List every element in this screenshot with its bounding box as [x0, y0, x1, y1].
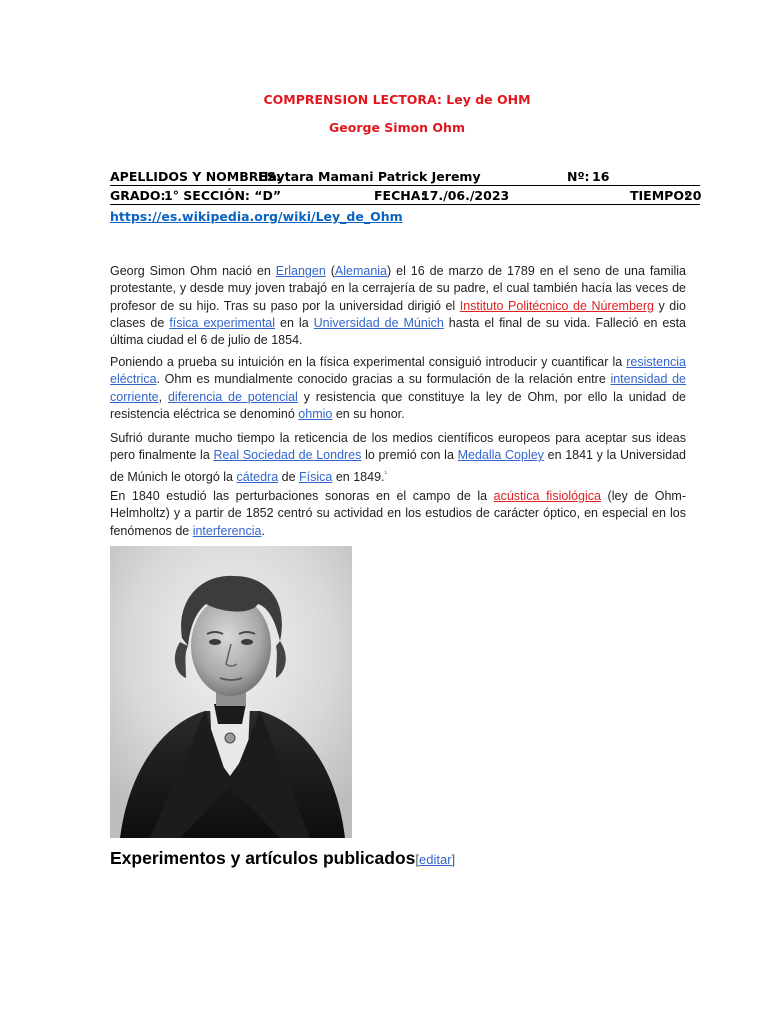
link-catedra[interactable]: cátedra [236, 469, 279, 484]
document-subtitle: George Simon Ohm [329, 120, 465, 135]
paragraph-biography [110, 263, 686, 349]
edit-bracket-close: ] [451, 852, 456, 867]
paragraph-text: , [158, 389, 168, 404]
number-label: Nº: [567, 169, 590, 184]
reference-superscript[interactable]: ¹ [384, 468, 388, 478]
paragraph-text: hasta el final de su vida. Falleció en esta última ciudad el 6 de julio de 1854. [110, 315, 687, 348]
paragraph-text: (ley de Ohm-Helmholtz) y a partir de 1852 centró su actividad en los estudios de carácter óptico, en especial en los fenómenos de [110, 489, 687, 538]
paragraph-text: ) el 16 de marzo de 1789 en el seno de una familia protestante, y desde muy joven trabajó en la cerrajería de su padre, el cual también hacía las veces de profesor de su hijo. Tras su paso por la universidad dirigió el [110, 264, 687, 313]
paragraph-text: En 1840 estudió las perturbaciones sonoras en el campo de la [110, 489, 494, 503]
paragraph-contributions [110, 354, 686, 423]
link-resistencia-electrica[interactable]: resistencia eléctrica [110, 355, 686, 387]
link-diferencia-potencial[interactable]: diferencia de potencial [167, 389, 298, 404]
grade-value: 1° SECCIÓN: “D” [164, 188, 282, 203]
date-label: FECHA: [374, 188, 426, 203]
paragraph-text: Georg Simon Ohm nació en [110, 264, 276, 278]
paragraph-text: en 1849. [332, 469, 385, 484]
names-label: APELLIDOS Y NOMBRES: [110, 169, 281, 184]
paragraph-recognition [110, 430, 686, 486]
paragraph-text: en 1841 y la Universidad de Múnich le otorgó la [110, 448, 686, 484]
paragraph-text: . [261, 523, 265, 538]
edit-link[interactable]: editar [419, 852, 452, 867]
paragraph-text: Sufrió durante mucho tiempo la reticencia de los medios científicos europeos para aceptar sus ideas pero finalmente la [110, 431, 686, 463]
paragraph-text: de [278, 469, 300, 484]
time-label: TIEMPO: [630, 188, 689, 203]
names-value: Haytara Mamani Patrick Jeremy [258, 169, 481, 184]
link-fisica-experimental[interactable]: física experimental [169, 315, 276, 330]
edit-bracket-open: [ [415, 852, 419, 867]
section-heading [110, 848, 455, 869]
link-medalla-copley[interactable]: Medalla Copley [457, 448, 544, 463]
paragraph-text: ( [325, 264, 335, 278]
ohm-portrait-image [110, 546, 352, 838]
link-acustica-fisiologica[interactable]: acústica fisiológica [493, 489, 601, 503]
paragraph-text: lo premió con la [361, 448, 458, 463]
number-value: 16 [592, 169, 610, 184]
paragraph-text: en la [275, 315, 314, 330]
date-value: 17./06./2023 [421, 188, 510, 203]
link-ohmio[interactable]: ohmio [298, 406, 333, 421]
link-universidad-munich[interactable]: Universidad de Múnich [313, 315, 444, 330]
link-interferencia[interactable]: interferencia [192, 523, 262, 538]
link-real-sociedad-londres[interactable]: Real Sociedad de Londres [213, 448, 362, 463]
section-heading-text: Experimentos y artículos publicados [110, 848, 416, 868]
info-separator [110, 204, 700, 205]
paragraph-text: . Ohm es mundialmente conocido gracias a su formulación de la relación entre [156, 372, 611, 387]
paragraph-text: Poniendo a prueba su intuición en la física experimental consiguió introducir y cuantificar la [110, 355, 627, 369]
paragraph-text: en su honor. [332, 406, 405, 421]
source-wikipedia-link[interactable]: https://es.wikipedia.org/wiki/Ley_de_Ohm [110, 209, 403, 224]
link-intensidad-corriente[interactable]: intensidad de corriente [110, 372, 686, 404]
paragraph-text: y dio clases de [110, 298, 686, 330]
document-title: COMPRENSION LECTORA: Ley de OHM [263, 92, 531, 107]
info-separator [110, 185, 700, 186]
link-erlangen[interactable]: Erlangen [275, 264, 326, 278]
link-instituto-politecnico[interactable]: Instituto Politécnico de Núremberg [459, 298, 654, 313]
link-fisica[interactable]: Física [299, 469, 333, 484]
portrait-illustration [110, 546, 352, 838]
paragraph-text: y resistencia que constituye la ley de Ohm, por ello la unidad de resistencia eléctrica se denominó [110, 389, 686, 421]
paragraph-acoustics [110, 488, 686, 540]
time-value: 20 [684, 188, 702, 203]
grade-label: GRADO: [110, 188, 166, 203]
link-alemania[interactable]: Alemania [334, 264, 388, 278]
